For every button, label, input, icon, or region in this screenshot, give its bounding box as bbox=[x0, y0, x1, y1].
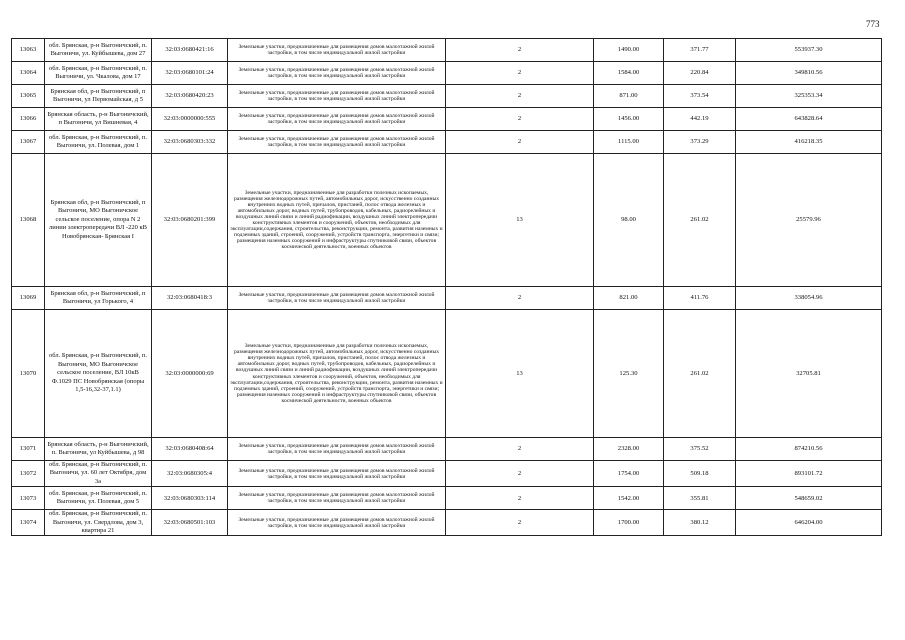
cell-cadastral-number: 32:03:0680501:103 bbox=[152, 510, 228, 536]
cell-specific-value: 442.19 bbox=[664, 108, 736, 131]
cell-land-purpose: Земельные участки, предназначенные для разработки полезных ископаемых, размещения железнодорожных путей, автомобильных дорог, искусственно созданных внутренних водных путей, причалов, пристаней, полос отвода железных и автомобильных дорог, водных путей, трубопроводов, кабельных, радиорелейных и воздушных линий связи и линий радиофикации, воздушных линий электропередачи конструктивных элементов и сооружений, объектов, необходимых для эксплуатации,содержания, строительства, реконструкции, ремонта, развития наземных и подземных зданий, строений, сооружений, устройств транспорта, энергетики и связи; размещения наземных сооружений и инфраструктуры спутниковой связи, объектов космической деятельности, военных объектов bbox=[228, 154, 446, 287]
cell-cadastral-number: 32:03:0680303:332 bbox=[152, 131, 228, 154]
cell-id: 13069 bbox=[12, 287, 45, 310]
cell-cadastral-value: 548659.02 bbox=[736, 487, 882, 510]
cell-group: 13 bbox=[446, 310, 594, 438]
cell-cadastral-number: 32:03:0680201:399 bbox=[152, 154, 228, 287]
table-row bbox=[12, 487, 882, 510]
cell-cadastral-value: 338054.96 bbox=[736, 287, 882, 310]
cell-group: 2 bbox=[446, 461, 594, 487]
cell-cadastral-number: 32:03:0680420:23 bbox=[152, 85, 228, 108]
cell-specific-value: 373.29 bbox=[664, 131, 736, 154]
cell-cadastral-value: 893101.72 bbox=[736, 461, 882, 487]
cell-id: 13063 bbox=[12, 39, 45, 62]
cell-area: 1584.00 bbox=[594, 62, 664, 85]
cell-id: 13065 bbox=[12, 85, 45, 108]
cell-specific-value: 261.02 bbox=[664, 154, 736, 287]
cell-cadastral-number: 32:03:0680305:4 bbox=[152, 461, 228, 487]
cell-address: обл. Брянская, р-н Выгоничский, п. Выгоничи, ул. Полевая, дом 1 bbox=[45, 131, 152, 154]
cell-address: обл. Брянская, р-н Выгоничский, п. Выгоничи, МО Выгоничское сельское поселение, ВЛ 10кВ Ф.1029 ПС Новобрянская (опоры 1,5-16,32-37,1.1) bbox=[45, 310, 152, 438]
cell-group: 2 bbox=[446, 131, 594, 154]
cell-id: 13066 bbox=[12, 108, 45, 131]
table-row bbox=[12, 287, 882, 310]
cell-area: 1754.00 bbox=[594, 461, 664, 487]
cell-cadastral-value: 874210.56 bbox=[736, 438, 882, 461]
cell-area: 1700.00 bbox=[594, 510, 664, 536]
cell-group: 2 bbox=[446, 510, 594, 536]
cell-area: 871.00 bbox=[594, 85, 664, 108]
cell-address: обл. Брянская, р-н Выгоничский, п. Выгоничи, ул. Куйбышева, дом 27 bbox=[45, 39, 152, 62]
cell-cadastral-number: 32:03:0680421:16 bbox=[152, 39, 228, 62]
cell-area: 125.30 bbox=[594, 310, 664, 438]
cell-id: 13068 bbox=[12, 154, 45, 287]
table-row bbox=[12, 154, 882, 287]
table-row bbox=[12, 39, 882, 62]
land-table bbox=[11, 38, 882, 536]
cell-address: обл. Брянская, р-н Выгоничский, п. Выгоничи, ул. Свердлова, дом 3, квартира 21 bbox=[45, 510, 152, 536]
cell-specific-value: 355.81 bbox=[664, 487, 736, 510]
cell-id: 13071 bbox=[12, 438, 45, 461]
cell-group: 2 bbox=[446, 62, 594, 85]
cell-land-purpose: Земельные участки, предназначенные для размещения домов малоэтажной жилой застройки, в том числе индивидуальной жилой застройки bbox=[228, 85, 446, 108]
cell-area: 2328.00 bbox=[594, 438, 664, 461]
cell-area: 1490.00 bbox=[594, 39, 664, 62]
page-number: 773 bbox=[866, 19, 880, 29]
table-row bbox=[12, 108, 882, 131]
cell-address: Брянская область, р-н Выгоничский, п Выгоничи, ул Вишневая, 4 bbox=[45, 108, 152, 131]
cell-address: обл. Брянская, р-н Выгоничский, п. Выгоничи, ул. Полевая, дом 5 bbox=[45, 487, 152, 510]
cell-area: 821.00 bbox=[594, 287, 664, 310]
cell-land-purpose: Земельные участки, предназначенные для размещения домов малоэтажной жилой застройки, в том числе индивидуальной жилой застройки bbox=[228, 487, 446, 510]
cell-group: 2 bbox=[446, 108, 594, 131]
cell-address: Брянская обл, р-н Выгоничский, п Выгоничи, ул Первомайская, д 5 bbox=[45, 85, 152, 108]
cell-land-purpose: Земельные участки, предназначенные для размещения домов малоэтажной жилой застройки, в том числе индивидуальной жилой застройки bbox=[228, 438, 446, 461]
cell-land-purpose: Земельные участки, предназначенные для размещения домов малоэтажной жилой застройки, в том числе индивидуальной жилой застройки bbox=[228, 39, 446, 62]
cell-specific-value: 380.12 bbox=[664, 510, 736, 536]
cell-id: 13073 bbox=[12, 487, 45, 510]
cell-specific-value: 373.54 bbox=[664, 85, 736, 108]
cell-land-purpose: Земельные участки, предназначенные для размещения домов малоэтажной жилой застройки, в том числе индивидуальной жилой застройки bbox=[228, 108, 446, 131]
table-row bbox=[12, 310, 882, 438]
cell-group: 2 bbox=[446, 487, 594, 510]
cell-specific-value: 375.52 bbox=[664, 438, 736, 461]
cell-cadastral-number: 32:03:0680101:24 bbox=[152, 62, 228, 85]
table-row bbox=[12, 461, 882, 487]
cell-cadastral-number: 32:03:0000000:69 bbox=[152, 310, 228, 438]
cell-id: 13067 bbox=[12, 131, 45, 154]
cell-specific-value: 411.76 bbox=[664, 287, 736, 310]
table-row bbox=[12, 131, 882, 154]
cell-cadastral-value: 25579.96 bbox=[736, 154, 882, 287]
cell-cadastral-value: 349810.56 bbox=[736, 62, 882, 85]
cell-cadastral-number: 32:03:0680418:3 bbox=[152, 287, 228, 310]
cell-cadastral-value: 643828.64 bbox=[736, 108, 882, 131]
cell-address: обл. Брянская, р-н Выгоничский, п. Выгоничи, ул. Чкалова, дом 17 bbox=[45, 62, 152, 85]
cell-area: 98.00 bbox=[594, 154, 664, 287]
cell-specific-value: 371.77 bbox=[664, 39, 736, 62]
cell-id: 13064 bbox=[12, 62, 45, 85]
table-row bbox=[12, 510, 882, 536]
cell-cadastral-value: 32705.81 bbox=[736, 310, 882, 438]
cell-group: 13 bbox=[446, 154, 594, 287]
cell-land-purpose: Земельные участки, предназначенные для размещения домов малоэтажной жилой застройки, в том числе индивидуальной жилой застройки bbox=[228, 510, 446, 536]
cell-land-purpose: Земельные участки, предназначенные для размещения домов малоэтажной жилой застройки, в том числе индивидуальной жилой застройки bbox=[228, 287, 446, 310]
cell-address: Брянская обл, р-н Выгоничский, п Выгоничи, МО Выгоничское сельское поселение, опора N 2 линии электропередачи ВЛ -220 кВ Новобрянская- Брянская I bbox=[45, 154, 152, 287]
cell-area: 1456.00 bbox=[594, 108, 664, 131]
cell-cadastral-value: 325353.34 bbox=[736, 85, 882, 108]
table-row bbox=[12, 62, 882, 85]
cell-cadastral-value: 416218.35 bbox=[736, 131, 882, 154]
cell-land-purpose: Земельные участки, предназначенные для размещения домов малоэтажной жилой застройки, в том числе индивидуальной жилой застройки bbox=[228, 461, 446, 487]
cell-specific-value: 220.84 bbox=[664, 62, 736, 85]
cell-specific-value: 509.18 bbox=[664, 461, 736, 487]
cell-id: 13072 bbox=[12, 461, 45, 487]
cell-address: Брянская обл, р-н Выгоничский, п Выгоничи, ул Горького, 4 bbox=[45, 287, 152, 310]
cell-cadastral-number: 32:03:0680303:114 bbox=[152, 487, 228, 510]
cell-specific-value: 261.02 bbox=[664, 310, 736, 438]
cell-group: 2 bbox=[446, 287, 594, 310]
cell-group: 2 bbox=[446, 39, 594, 62]
cell-area: 1115.00 bbox=[594, 131, 664, 154]
cell-land-purpose: Земельные участки, предназначенные для размещения домов малоэтажной жилой застройки, в том числе индивидуальной жилой застройки bbox=[228, 62, 446, 85]
cell-cadastral-value: 553937.30 bbox=[736, 39, 882, 62]
cell-id: 13070 bbox=[12, 310, 45, 438]
cell-group: 2 bbox=[446, 85, 594, 108]
cell-address: Брянская область, р-н Выгоничский, п. Выгоничи, ул Куйбышева, д 98 bbox=[45, 438, 152, 461]
cell-cadastral-number: 32:03:0680408:64 bbox=[152, 438, 228, 461]
cell-id: 13074 bbox=[12, 510, 45, 536]
cell-group: 2 bbox=[446, 438, 594, 461]
cell-address: обл. Брянская, р-н Выгоничский, п. Выгоничи, ул. 60 лет Октября, дом 3а bbox=[45, 461, 152, 487]
cell-land-purpose: Земельные участки, предназначенные для разработки полезных ископаемых, размещения железнодорожных путей, автомобильных дорог, искусственно созданных внутренних водных путей, причалов, пристаней, полос отвода железных и автомобильных дорог, водных путей, трубопроводов, кабельных, радиорелейных и воздушных линий связи и линий радиофикации, воздушных линий электропередачи конструктивных элементов и сооружений, объектов, необходимых для эксплуатации,содержания, строительства, реконструкции, ремонта, развития наземных и подземных зданий, строений, сооружений, устройств транспорта, энергетики и связи; размещения наземных сооружений и инфраструктуры спутниковой связи, объектов космической деятельности, военных объектов bbox=[228, 310, 446, 438]
table-row bbox=[12, 438, 882, 461]
cell-area: 1542.00 bbox=[594, 487, 664, 510]
cell-cadastral-value: 646204.00 bbox=[736, 510, 882, 536]
table-row bbox=[12, 85, 882, 108]
cell-cadastral-number: 32:03:0000000:555 bbox=[152, 108, 228, 131]
cell-land-purpose: Земельные участки, предназначенные для размещения домов малоэтажной жилой застройки, в том числе индивидуальной жилой застройки bbox=[228, 131, 446, 154]
